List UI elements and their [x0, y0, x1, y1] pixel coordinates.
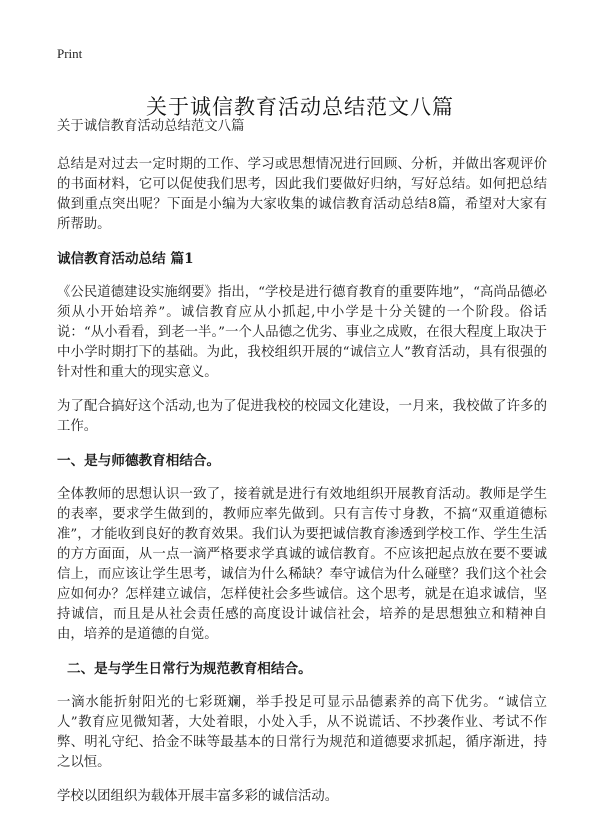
subheading-student-behavior: 二、是与学生日常行为规范教育相结合。 [67, 661, 312, 677]
article-subtitle: 关于诚信教育活动总结范文八篇 [57, 119, 245, 134]
section-heading-1: 诚信教育活动总结 篇1 [57, 251, 194, 267]
subheading-teacher-ethics: 一、是与师德教育相结合。 [57, 453, 221, 469]
paragraph-4: 一滴水能折射阳光的七彩斑斓，举手投足可显示品德素养的高下优劣。“诚信立人”教育应见微知著，大处着眼，小处入手，从不说谎话、不抄袭作业、考试不作弊、明礼守纪、拾金不昧等最基本的日常行为规范和道德要求抓起，循序渐进，持之以恒。 [57, 695, 547, 770]
paragraph-5: 学校以团组织为载体开展丰富多彩的诚信活动。 [57, 789, 339, 804]
page-title: 关于诚信教育活动总结范文八篇 [146, 95, 454, 120]
print-label[interactable]: Print [57, 46, 83, 61]
paragraph-3: 全体教师的思想认识一致了，接着就是进行有效地组织开展教育活动。教师是学生的表率，要求学生做到的，教师应率先做到。只有言传寸身教，不搞“双重道德标准”，才能收到良好的教育效果。我们认为要把诚信教育渗透到学校工作、学生生活的方方面面，从一点一滴严格要求学真诚的诚信教育。不应该把起点放在要不要诚信上，而应该让学生思考，诚信为什么稀缺？奉守诚信为什么碰壁？我们这个社会应如何办？怎样建立诚信，怎样使社会多些诚信。这个思考，就是在追求诚信，坚持诚信，而且是从社会责任感的高度设计诚信社会，培养的是思想独立和精神自由，培养的是道德的自觉。 [57, 487, 547, 642]
paragraph-2: 为了配合搞好这个活动,也为了促进我校的校园文化建设，一月来，我校做了许多的工作。 [57, 399, 547, 434]
paragraph-1: 《公民道德建设实施纲要》指出，“学校是进行德育教育的重要阵地”，“高尚品德必须从小开始培养”。诚信教育应从小抓起,中小学是十分关键的一个阶段。俗话说：“从小看看，到老一半。”一个人品德之优劣、事业之成败，在很大程度上取决于中小学时期打下的基础。为此，我校组织开展的“诚信立人”教育活动，具有很强的针对性和重大的现实意义。 [57, 285, 547, 380]
article-body [57, 117, 547, 821]
intro-paragraph: 总结是对过去一定时期的工作、学习或思想情况进行回顾、分析，并做出客观评价的书面材料，它可以促使我们思考，因此我们要做好归纳，写好总结。如何把总结做到重点突出呢？下面是小编为大家收集的诚信教育活动总结8篇，希望对大家有所帮助。 [57, 157, 547, 232]
